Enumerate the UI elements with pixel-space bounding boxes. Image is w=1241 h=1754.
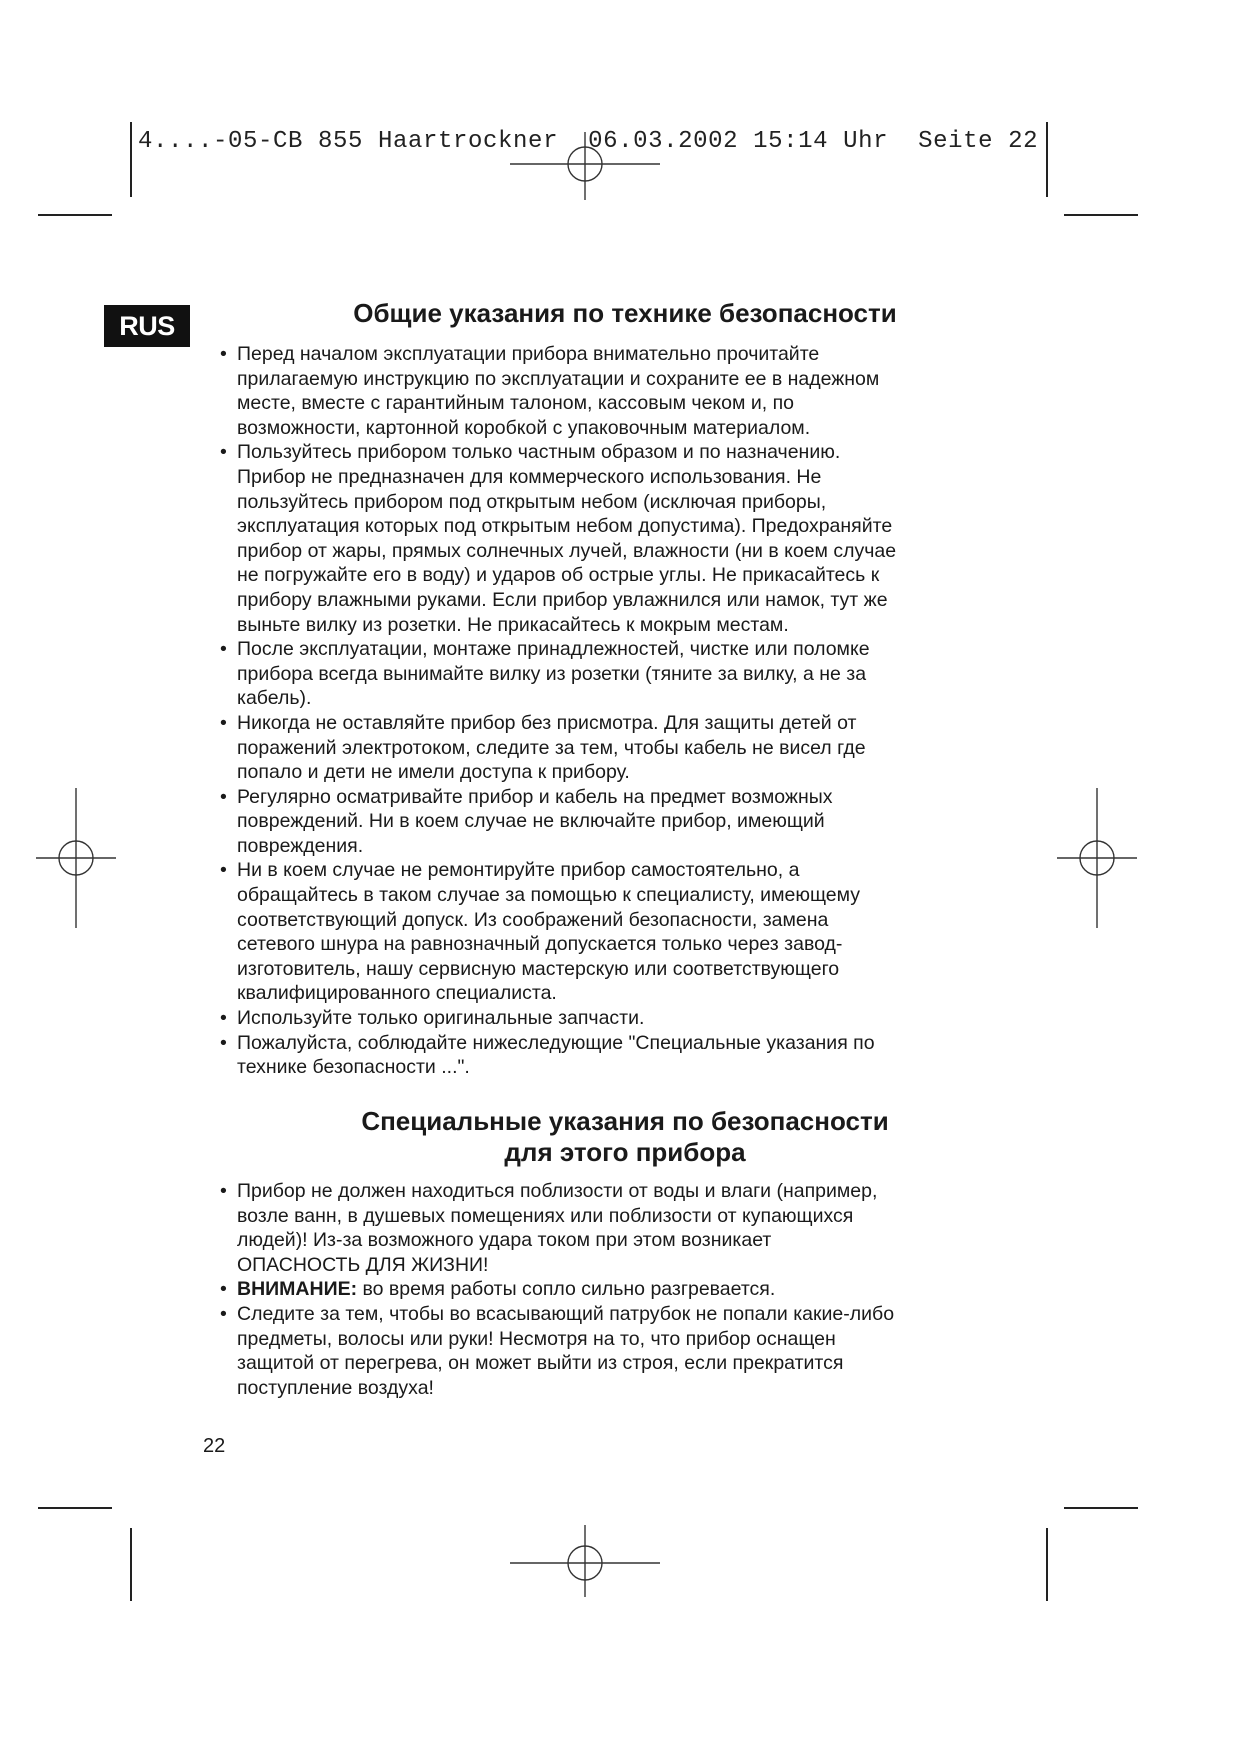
- list-item-line: во время работы сопло сильно разгревается.: [357, 1278, 776, 1301]
- list-item-line: повреждения.: [237, 834, 364, 857]
- page-number: 22: [203, 1435, 226, 1457]
- list-item-line: выньте вилку из розетки. Не прикасайтесь к мокрым местам.: [237, 613, 789, 636]
- list-item: [203, 342, 983, 440]
- list-item-line: Используйте только оригинальные запчасти.: [237, 1007, 645, 1030]
- list-item: [203, 637, 983, 711]
- list-item: [203, 1302, 983, 1400]
- list-item-line: предметы, волосы или руки! Несмотря на то, что прибор оснащен: [237, 1327, 836, 1350]
- bullet-icon: •: [220, 638, 227, 661]
- language-tab: RUS: [104, 305, 190, 347]
- list-item-line: обращайтесь в таком случае за помощью к специалисту, имеющему: [237, 884, 861, 907]
- list-item-line: сетевого шнура на равнозначный допускается только через завод-: [237, 933, 843, 956]
- list-item-line: пользуйтесь прибором под открытым небом (исключая приборы,: [237, 490, 827, 513]
- list-item-line: Никогда не оставляйте прибор без присмотра. Для защиты детей от: [237, 711, 857, 734]
- crop-mark-top-left-vertical: [130, 122, 132, 197]
- bullet-icon: •: [220, 1031, 227, 1054]
- list-item-line: возможности, картонной коробкой с упаковочным материалом.: [237, 416, 811, 439]
- list-item-line: возле ванн, в душевых помещениях или поблизости от купающихся: [237, 1204, 854, 1227]
- list-item-line: квалифицированного специалиста.: [237, 982, 557, 1005]
- list-item-line: поражений электротоком, следите за тем, чтобы кабель не висел где: [237, 736, 866, 759]
- list-item-line: технике безопасности ...".: [237, 1056, 470, 1079]
- section-title-special-safety: [200, 1106, 1050, 1168]
- list-item-line: прибора всегда вынимайте вилку из розетки (тяните за вилку, а не за: [237, 662, 867, 685]
- crop-mark-bottom-right-horizontal: [1064, 1507, 1138, 1509]
- list-item-line: прибору влажными руками. Если прибор увлажнился или намок, тут же: [237, 588, 888, 611]
- registration-mark-bottom-icon: [510, 1525, 660, 1605]
- bullet-icon: •: [220, 785, 227, 808]
- crop-mark-bottom-right-vertical: [1046, 1528, 1048, 1601]
- list-item-line: ОПАСНОСТЬ ДЛЯ ЖИЗНИ!: [237, 1253, 489, 1276]
- list-item-line: изготовитель, нашу сервисную мастерскую или соответствующего: [237, 957, 840, 980]
- registration-mark-left-icon: [36, 788, 116, 928]
- list-item-line: людей)! Из-за возможного удара током при этом возникает: [237, 1229, 772, 1252]
- list-item-line: попало и дети не имели доступа к прибору.: [237, 761, 630, 784]
- list-item-line: Пожалуйста, соблюдайте нижеследующие "Специальные указания по: [237, 1031, 875, 1054]
- list-item: [203, 711, 983, 785]
- special-safety-list: [203, 1179, 983, 1400]
- list-item-line: прибор от жары, прямых солнечных лучей, влажности (ни в коем случае: [237, 539, 897, 562]
- list-item: [203, 1031, 983, 1080]
- bullet-icon: •: [220, 1180, 227, 1202]
- print-slug-line: 4....-05-CB 855 Haartrockner 06.03.2002 15:14 Uhr Seite 22: [138, 128, 1039, 155]
- list-item: [203, 440, 983, 637]
- general-safety-list: [203, 342, 983, 1080]
- list-item-line: Пользуйтесь прибором только частным образом и по назначению.: [237, 441, 841, 464]
- section-title-line-2: для этого прибора: [504, 1137, 746, 1167]
- bullet-icon: •: [220, 441, 227, 464]
- crop-mark-top-right-vertical: [1046, 122, 1048, 197]
- list-item-line: Прибор не должен находиться поблизости от воды и влаги (например,: [237, 1180, 878, 1202]
- list-item-line: повреждений. Ни в коем случае не включайте прибор, имеющий: [237, 810, 825, 833]
- list-item-line: эксплуатация которых под открытым небом допустима). Предохраняйте: [237, 515, 893, 538]
- crop-mark-bottom-left-horizontal: [38, 1507, 112, 1509]
- bullet-icon: •: [220, 1302, 227, 1325]
- list-item-line: Перед началом эксплуатации прибора внимательно прочитайте: [237, 343, 820, 365]
- bullet-icon: •: [220, 1007, 227, 1030]
- list-item-line: После эксплуатации, монтаже принадлежностей, чистке или поломке: [237, 638, 870, 661]
- list-item: [203, 858, 983, 1006]
- list-item-line: поступление воздуха!: [237, 1376, 434, 1399]
- registration-mark-right-icon: [1057, 788, 1137, 928]
- list-item-line: не погружайте его в воду) и ударов об острые углы. Не прикасайтесь к: [237, 564, 880, 587]
- list-item: [203, 785, 983, 859]
- list-item-line: прилагаемую инструкцию по эксплуатации и сохраните ее в надежном: [237, 367, 880, 390]
- list-item-line: защитой от перегрева, он может выйти из строя, если прекратится: [237, 1352, 844, 1375]
- warning-label: ВНИМАНИЕ:: [237, 1278, 358, 1301]
- list-item-line: соответствующий допуск. Из соображений безопасности, замена: [237, 908, 829, 931]
- bullet-icon: •: [220, 1278, 227, 1301]
- list-item-line: Ни в коем случае не ремонтируйте прибор самостоятельно, а: [237, 859, 800, 882]
- list-item: [203, 1277, 983, 1302]
- list-item-line: Прибор не предназначен для коммерческого использования. Не: [237, 465, 822, 488]
- list-item-line: кабель).: [237, 687, 312, 710]
- crop-mark-top-left-horizontal: [38, 214, 112, 216]
- crop-mark-bottom-left-vertical: [130, 1528, 132, 1601]
- list-item-line: Следите за тем, чтобы во всасывающий патрубок не попали какие-либо: [237, 1302, 895, 1325]
- section-title-general-safety: Общие указания по технике безопасности: [353, 298, 897, 328]
- list-item-line: Регулярно осматривайте прибор и кабель на предмет возможных: [237, 785, 833, 808]
- bullet-icon: •: [220, 859, 227, 882]
- list-item-line: месте, вместе с гарантийным талоном, кассовым чеком и, по: [237, 392, 794, 415]
- crop-mark-top-right-horizontal: [1064, 214, 1138, 216]
- bullet-icon: •: [220, 711, 227, 734]
- section-title-line-1: Специальные указания по безопасности: [361, 1106, 889, 1136]
- list-item: [203, 1179, 983, 1277]
- list-item: [203, 1006, 983, 1031]
- bullet-icon: •: [220, 343, 227, 365]
